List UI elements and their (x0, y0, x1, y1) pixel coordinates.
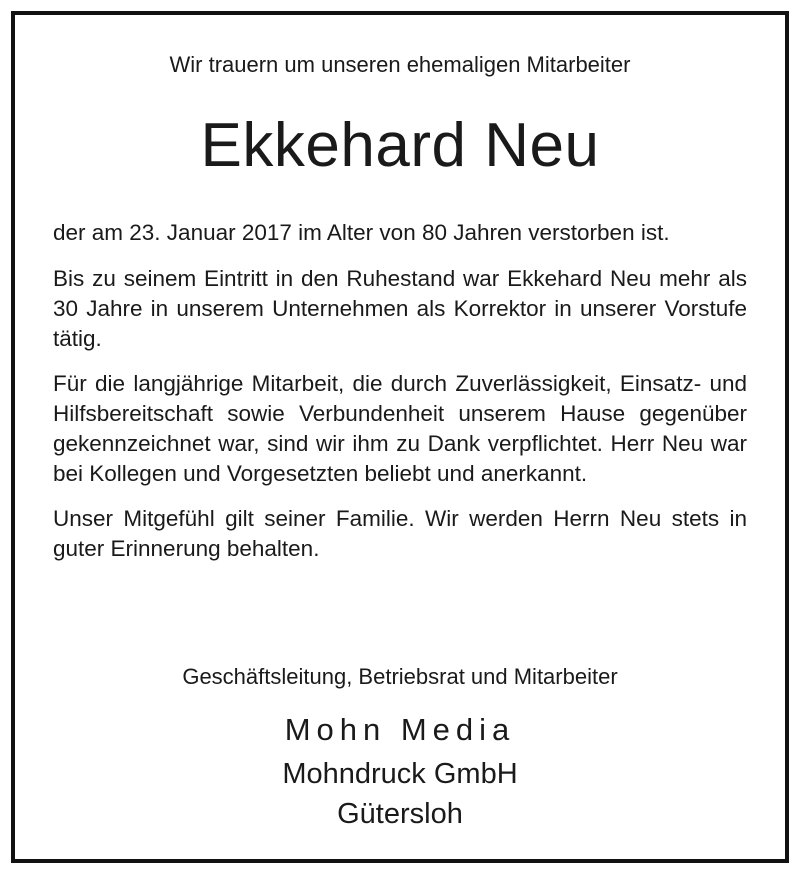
death-line: der am 23. Januar 2017 im Alter von 80 Jahren verstorben ist. (53, 220, 670, 245)
intro-text: Wir trauern um unseren ehemaligen Mitarbeiter (169, 52, 631, 77)
notice-body (53, 218, 747, 564)
company-name: Mohn Media (284, 712, 516, 747)
paragraph-condolence: Unser Mitgefühl gilt seiner Familie. Wir werden Herrn Neu stets in guter Erinnerung behalten. (53, 506, 747, 561)
company-legal-name: Mohndruck GmbH (282, 758, 518, 790)
deceased-name: Ekkehard Neu (200, 111, 600, 180)
company-city: Gütersloh (337, 798, 463, 830)
paragraph-gratitude: Für die langjährige Mitarbeit, die durch Zuverlässigkeit, Einsatz- und Hilfsbereitschaft sowie Verbundenheit unserem Hause gegenüber gekennzeichnet war, sind wir ihm zu Dank verpflichtet. Herr Neu war bei Kollegen und Vorgesetzten beliebt und anerkannt. (53, 371, 747, 486)
signers-line: Geschäftsleitung, Betriebsrat und Mitarbeiter (182, 664, 618, 689)
paragraph-career: Bis zu seinem Eintritt in den Ruhestand war Ekkehard Neu mehr als 30 Jahre in unserem Unternehmen als Korrektor in unserer Vorstufe tätig. (53, 266, 747, 351)
